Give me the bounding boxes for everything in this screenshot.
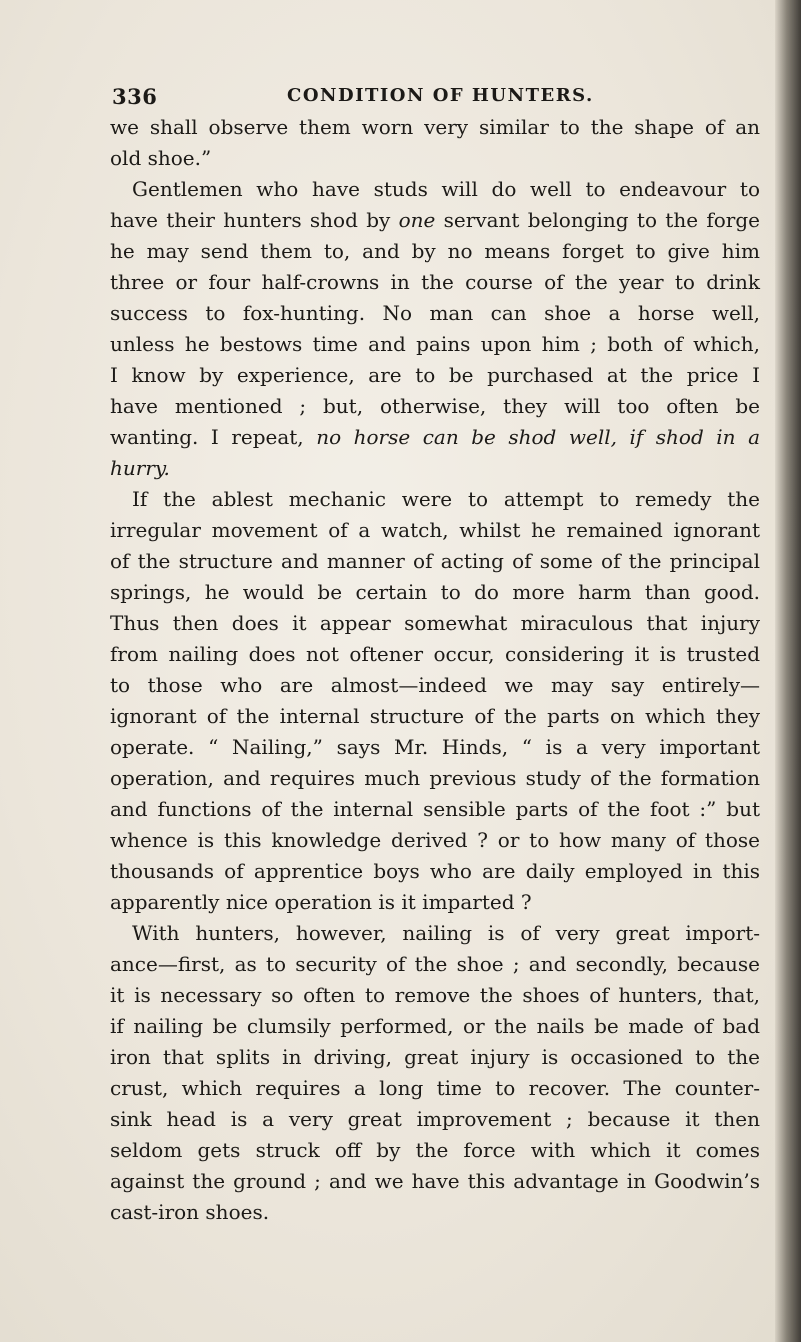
text-line: if nailing be clumsily performed, or the nails be made of bad	[110, 1014, 760, 1038]
text-line: crust, which requires a long time to recover. The counter-	[110, 1076, 760, 1100]
text-line: whence is this knowledge derived ? or to how many of those	[110, 828, 760, 852]
text-line: old shoe.”	[110, 146, 212, 170]
text-line: thousands of apprentice boys who are daily employed in this	[110, 859, 760, 883]
paragraph-start-line: If the ablest mechanic were to attempt to remedy the	[132, 487, 760, 511]
emphasis: hurry.	[110, 456, 170, 480]
body-text	[110, 112, 760, 1228]
text-line	[110, 453, 760, 484]
text-line: operation, and requires much previous study of the formation	[110, 766, 760, 790]
text-line: three or four half-crowns in the course of the year to drink	[110, 270, 760, 294]
text-line: to those who are almost—indeed we may say entirely—	[110, 673, 760, 697]
emphasis: one	[398, 208, 436, 232]
text-line: springs, he would be certain to do more harm than good.	[110, 580, 760, 604]
text-line: ignorant of the internal structure of the parts on which they	[110, 704, 760, 728]
page-edge-shadow	[775, 0, 801, 1342]
text-line: Thus then does it appear somewhat miraculous that injury	[110, 611, 760, 635]
page-number: 336	[112, 84, 158, 109]
text-line: have mentioned ; but, otherwise, they will too often be	[110, 394, 760, 418]
text-line: unless he bestows time and pains upon him ; both of which,	[110, 332, 760, 356]
emphasis: no horse can be shod well, if shod in a	[316, 425, 760, 449]
text-line: irregular movement of a watch, whilst he remained ignorant	[110, 518, 760, 542]
paragraph-start-line: With hunters, however, nailing is of very great import-	[132, 921, 760, 945]
text-line: success to fox-hunting. No man can shoe a horse well,	[110, 301, 760, 325]
paragraph-start-line: Gentlemen who have studs will do well to endeavour to	[132, 177, 760, 201]
text-line: against the ground ; and we have this advantage in Goodwin’s	[110, 1169, 760, 1193]
text-line: ance—first, as to security of the shoe ; and secondly, because	[110, 952, 760, 976]
text-line: cast-iron shoes.	[110, 1200, 270, 1224]
text-line: operate. “ Nailing,” says Mr. Hinds, “ is a very important	[110, 735, 760, 759]
text-line: from nailing does not oftener occur, considering it is trusted	[110, 642, 760, 666]
running-title: CONDITION OF HUNTERS.	[287, 85, 594, 106]
text-line: iron that splits in driving, great injury is occasioned to the	[110, 1045, 760, 1069]
text-line: and functions of the internal sensible parts of the foot :” but	[110, 797, 760, 821]
text-line: have their hunters shod by one servant belonging to the forge	[110, 208, 760, 232]
text-line: I know by experience, are to be purchased at the price I	[110, 363, 760, 387]
text-line: sink head is a very great improvement ; because it then	[110, 1107, 760, 1131]
text-line: he may send them to, and by no means forget to give him	[110, 239, 760, 263]
text-line: wanting. I repeat, no horse can be shod well, if shod in a	[110, 425, 760, 449]
text-line: seldom gets struck off by the force with which it comes	[110, 1138, 760, 1162]
text-line: we shall observe them worn very similar to the shape of an	[110, 115, 760, 139]
text-line: it is necessary so often to remove the shoes of hunters, that,	[110, 983, 760, 1007]
text-line: of the structure and manner of acting of some of the principal	[110, 549, 760, 573]
text-line: apparently nice operation is it imparted ?	[110, 890, 532, 914]
